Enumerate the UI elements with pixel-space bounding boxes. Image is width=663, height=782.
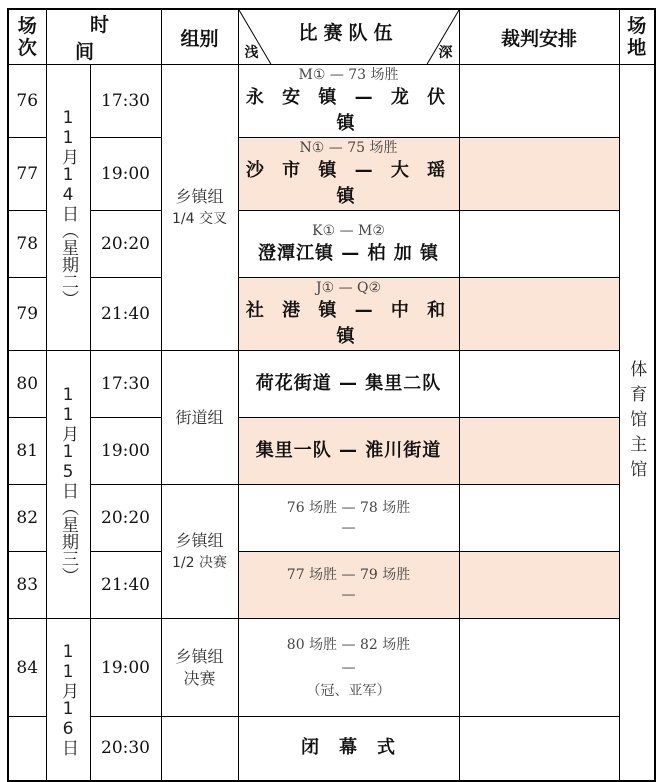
table-row bbox=[8, 351, 655, 418]
referee-cell bbox=[459, 138, 619, 211]
header-venue: 场地 bbox=[619, 9, 655, 65]
match-cell: M① — 73 场胜 永 安 镇 — 龙 伏 镇 bbox=[238, 65, 459, 138]
match-time: 17:30 bbox=[90, 65, 161, 138]
match-number: 79 bbox=[8, 278, 46, 351]
table-row bbox=[8, 619, 655, 717]
referee-cell bbox=[459, 552, 619, 619]
referee-cell bbox=[459, 717, 619, 781]
match-number: 84 bbox=[8, 619, 46, 717]
match-number: 77 bbox=[8, 138, 46, 211]
header-time: 时间 bbox=[46, 9, 161, 65]
group-cell: 街道组 bbox=[161, 351, 238, 485]
group-cell bbox=[161, 717, 238, 781]
match-number: 83 bbox=[8, 552, 46, 619]
referee-cell bbox=[459, 211, 619, 278]
header-match bbox=[238, 9, 459, 65]
match-cell: 集里一队 — 淮川街道 bbox=[238, 418, 459, 485]
table-row bbox=[8, 717, 655, 781]
schedule-table bbox=[7, 8, 656, 782]
table-row bbox=[8, 138, 655, 211]
group-cell: 乡镇组 1/4 交叉 bbox=[161, 65, 238, 351]
match-cell: 76 场胜 — 78 场胜 — bbox=[238, 485, 459, 552]
referee-cell bbox=[459, 485, 619, 552]
group-cell: 乡镇组 1/2 决赛 bbox=[161, 485, 238, 619]
match-time: 19:00 bbox=[90, 138, 161, 211]
header-row bbox=[8, 9, 655, 65]
match-time: 20:20 bbox=[90, 211, 161, 278]
referee-cell bbox=[459, 351, 619, 418]
header-referee: 裁判安排 bbox=[459, 9, 619, 65]
match-cell: J① — Q② 社 港 镇 — 中 和 镇 bbox=[238, 278, 459, 351]
group-cell: 乡镇组 决赛 bbox=[161, 619, 238, 717]
header-match-title: 比赛队伍 bbox=[298, 22, 399, 44]
match-number: 76 bbox=[8, 65, 46, 138]
match-time: 19:00 bbox=[90, 619, 161, 717]
date-cell: 11月15日（星期三） bbox=[46, 351, 90, 619]
header-light-label: 浅 bbox=[244, 45, 259, 61]
match-cell: K① — M② 澄潭江镇 — 柏 加 镇 bbox=[238, 211, 459, 278]
referee-cell bbox=[459, 418, 619, 485]
table-row bbox=[8, 278, 655, 351]
match-time: 19:00 bbox=[90, 418, 161, 485]
referee-cell bbox=[459, 619, 619, 717]
match-time: 20:20 bbox=[90, 485, 161, 552]
match-cell: 荷花街道 — 集里二队 bbox=[238, 351, 459, 418]
referee-cell bbox=[459, 65, 619, 138]
header-deep-label: 深 bbox=[438, 45, 453, 61]
table-row bbox=[8, 485, 655, 552]
table-row bbox=[8, 418, 655, 485]
header-changci: 场次 bbox=[8, 9, 46, 65]
table-row bbox=[8, 211, 655, 278]
match-time: 21:40 bbox=[90, 278, 161, 351]
match-number bbox=[8, 717, 46, 781]
match-number: 80 bbox=[8, 351, 46, 418]
match-time: 17:30 bbox=[90, 351, 161, 418]
match-time: 20:30 bbox=[90, 717, 161, 781]
match-time: 21:40 bbox=[90, 552, 161, 619]
date-cell: 11月16日 bbox=[46, 619, 90, 781]
closing-ceremony-cell: 闭 幕 式 bbox=[238, 717, 459, 781]
match-number: 81 bbox=[8, 418, 46, 485]
venue-cell: 体育馆主馆 bbox=[619, 65, 655, 781]
table-row bbox=[8, 552, 655, 619]
match-number: 82 bbox=[8, 485, 46, 552]
date-cell: 11月14日（星期二） bbox=[46, 65, 90, 351]
table-row bbox=[8, 65, 655, 138]
match-cell: N① — 75 场胜 沙 市 镇 — 大 瑶 镇 bbox=[238, 138, 459, 211]
match-cell: 80 场胜 — 82 场胜 — （冠、亚军） bbox=[238, 619, 459, 717]
referee-cell bbox=[459, 278, 619, 351]
match-cell: 77 场胜 — 79 场胜 — bbox=[238, 552, 459, 619]
header-group: 组别 bbox=[161, 9, 238, 65]
match-number: 78 bbox=[8, 211, 46, 278]
